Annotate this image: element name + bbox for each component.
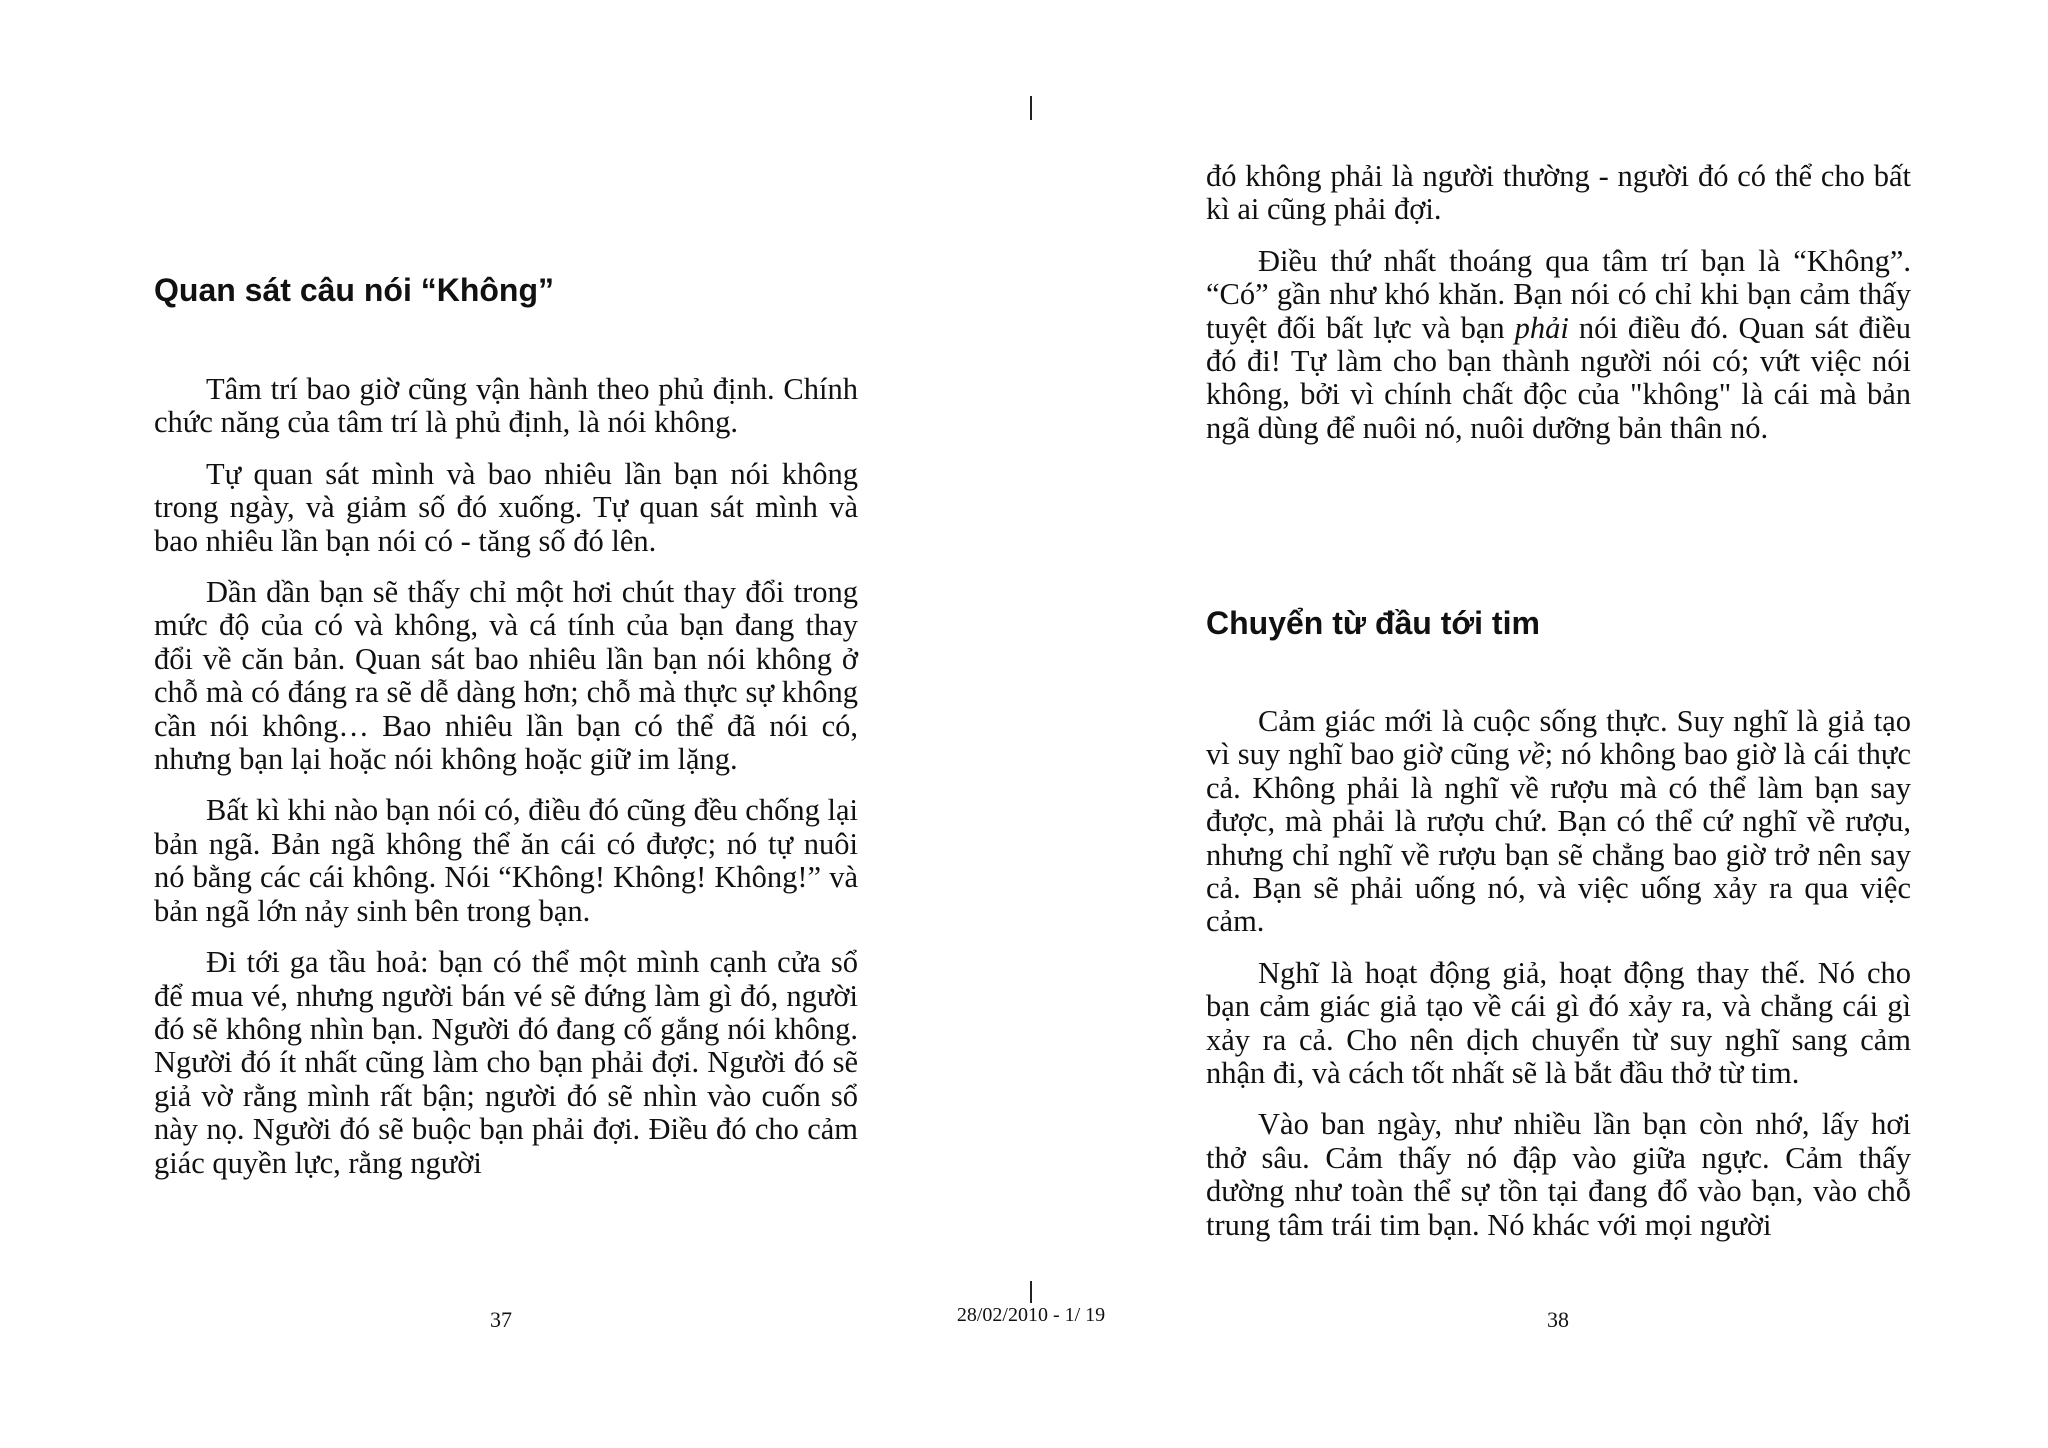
paragraph-text: Điều thứ nhất thoáng qua tâm trí bạn là “Không”. “Có” gần như khó khăn. Bạn nói có chỉ khi bạn cảm thấy tuyệt đối bất lực và bạn — [1206, 243, 1911, 345]
paragraph-text: ; nó không bao giờ là cái thực cả. Không phải là nghĩ về rượu mà có thể làm bạn say được, mà phải là rượu chứ. Bạn có thể cứ nghĩ về rượu, nhưng chỉ nghĩ về rượu bạn sẽ chẳng bao giờ trở nên say cả. Bạn sẽ phải uống nó, và việc uống xảy ra qua việc cảm. — [1206, 737, 1912, 939]
section-heading-quan-sat: Quan sát câu nói “Không” — [154, 272, 555, 308]
page-number-left: 37 — [490, 1307, 512, 1332]
paragraph: Vào ban ngày, như nhiều lần bạn còn nhớ, lấy hơi thở sâu. Cảm thấy nó đập vào giữa ngực. Cảm thấy dường như toàn thể sự tồn tại đang đổ vào bạn, vào chỗ trung tâm trái tim bạn. Nó khác với mọi người — [1206, 1107, 1911, 1242]
continued-paragraph: đó không phải là người thường - người đó có thể cho bất kì ai cũng phải đợi. — [1206, 159, 1911, 227]
right-page-body-bottom — [1206, 705, 1911, 1260]
paragraph: Bất kì khi nào bạn nói có, điều đó cũng đều chống lại bản ngã. Bản ngã không thể ăn cái có được; nó tự nuôi nó bằng các cái không. Nói “Không! Không! Không!” và bản ngã lớn nảy sinh bên trong bạn. — [154, 793, 858, 928]
paragraph — [1206, 245, 1911, 445]
emphasis-text: về — [1517, 737, 1545, 772]
paragraph-text: Cảm giác mới là cuộc sống thực. Suy nghĩ là giả tạo vì suy nghĩ bao giờ cũng — [1206, 704, 1911, 772]
paragraph-text: nói điều đó. Quan sát điều đó đi! Tự làm cho bạn thành người nói có; vứt việc nói không, bởi vì chính chất độc của "không" là cái mà bản ngã dùng để nuôi nó, nuôi dưỡng bản thân nó. — [1206, 310, 1911, 445]
left-page — [154, 0, 858, 1448]
page-number-right: 38 — [1547, 1307, 1569, 1332]
footer-date-page: 28/02/2010 - 1/ 19 — [956, 1304, 1106, 1326]
paragraph: Dần dần bạn sẽ thấy chỉ một hơi chút thay đổi trong mức độ của có và không, và cá tính của bạn đang thay đổi về căn bản. Quan sát bao nhiêu lần bạn nói không ở chỗ mà có đáng ra sẽ dễ dàng hơn; chỗ mà thực sự không cần nói không… Bao nhiêu lần bạn có thể đã nói có, nhưng bạn lại hoặc nói không hoặc giữ im lặng. — [154, 575, 858, 777]
paragraph: Đi tới ga tầu hoả: bạn có thể một mình cạnh cửa sổ để mua vé, nhưng người bán vé sẽ đứng làm gì đó, người đó sẽ không nhìn bạn. Người đó đang cố gắng nói không. Người đó ít nhất cũng làm cho bạn phải đợi. Người đó sẽ giả vờ rằng mình rất bận; người đó sẽ nhìn vào cuốn sổ này nọ. Người đó sẽ buộc bạn phải đợi. Điều đó cho cảm giác quyền lực, rằng người — [154, 945, 858, 1180]
paragraph: Tự quan sát mình và bao nhiêu lần bạn nói không trong ngày, và giảm số đó xuống. Tự quan sát mình và bao nhiêu lần bạn nói có - tăng số đó lên. — [154, 456, 858, 558]
paragraph: Nghĩ là hoạt động giả, hoạt động thay thế. Nó cho bạn cảm giác giả tạo về cái gì đó xảy ra, và chẳng cái gì xảy ra cả. Cho nên dịch chuyển từ suy nghĩ sang cảm nhận đi, và cách tốt nhất sẽ là bắt đầu thở từ tim. — [1206, 955, 1911, 1091]
section-heading-chuyen: Chuyển từ đầu tới tim — [1206, 605, 1540, 641]
right-page-body-top — [1206, 160, 1911, 463]
paragraph — [1206, 705, 1911, 939]
left-page-body — [154, 373, 858, 1198]
center-top-rule — [1030, 96, 1032, 120]
center-bottom-rule — [1030, 1281, 1032, 1303]
right-page — [1206, 0, 1911, 1448]
emphasis-text: phải — [1514, 310, 1569, 345]
paragraph: Tâm trí bao giờ cũng vận hành theo phủ định. Chính chức năng của tâm trí là phủ định, là nói không. — [154, 372, 858, 440]
